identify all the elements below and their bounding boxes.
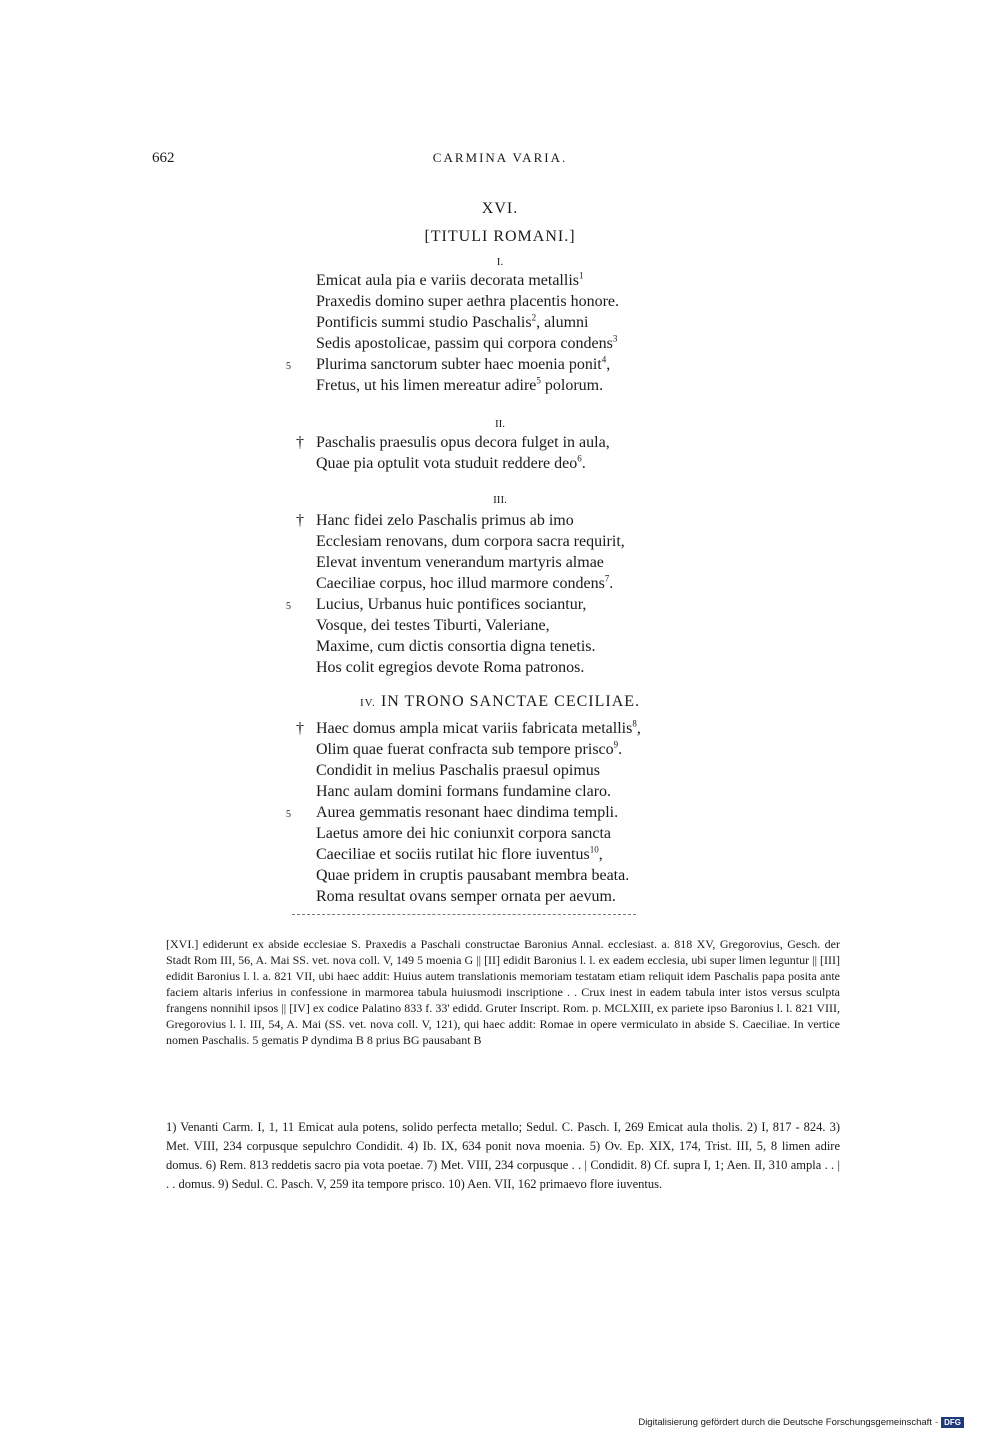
verse-line [316, 375, 619, 396]
verse-text: Aurea gemmatis resonant haec dindima templi. [316, 804, 619, 821]
verse-text: Emicat aula pia e variis decorata metallis [316, 272, 579, 289]
verse-text: Quae pridem in cruptis pausabant membra beata. [316, 867, 630, 884]
verse-text-tail: polorum. [540, 377, 604, 394]
verse-text: Hos colit egregios devote Roma patronos. [316, 659, 585, 676]
verse-line [316, 760, 641, 781]
footer-text: Digitalisierung gefördert durch die Deutsche Forschungsgemeinschaft [638, 1417, 932, 1428]
verse-line [316, 552, 625, 573]
poem-number: I. [496, 256, 504, 268]
verse-line [316, 865, 641, 886]
poem-number: IV. [359, 697, 376, 709]
verse-text-tail: . [581, 455, 586, 472]
verse-text: Hanc fidei zelo Paschalis primus ab imo [316, 512, 574, 529]
line-number: 5 [286, 361, 291, 372]
verse-line [316, 291, 619, 312]
footnote-ref: 5 [536, 375, 541, 386]
running-head: CARMINA VARIA. [432, 150, 568, 165]
verse-line [286, 354, 619, 375]
page-number: 662 [152, 150, 175, 166]
verse-line [316, 573, 625, 594]
verse-text: Lucius, Urbanus huic pontifices sociantur, [316, 596, 587, 613]
verse-text: Elevat inventum venerandum martyris almae [316, 554, 604, 571]
verse-text: Ecclesiam renovans, dum corpora sacra requirit, [316, 533, 625, 550]
section-number: XVI. [481, 200, 519, 217]
verse-text: Hanc aulam domini formans fundamine claro. [316, 783, 612, 800]
verse-line [316, 823, 641, 844]
poem-4 [286, 718, 641, 907]
verse-text: Caeciliae et sociis rutilat hic flore iuventus [316, 846, 590, 863]
separator-rule [292, 914, 636, 915]
verse-text: Olim quae fuerat confracta sub tempore prisco [316, 741, 614, 758]
verse-text: Paschalis praesulis opus decora fulget in aula, [316, 434, 610, 451]
verse-text: Haec domus ampla micat variis fabricata metallis [316, 720, 633, 737]
verse-text-tail: , [636, 720, 641, 737]
footnote-ref: 4 [601, 354, 607, 365]
footnote-ref: 1 [579, 270, 584, 281]
footnote-ref: 9 [613, 739, 619, 750]
verse-text: Praxedis domino super aethra placentis honore. [316, 293, 620, 310]
section-title: [TITULI ROMANI.] [424, 228, 576, 245]
verse-text-tail: . [609, 575, 614, 592]
footnote-ref: 10 [589, 844, 599, 855]
poem-3 [286, 510, 625, 678]
verse-line [316, 531, 625, 552]
verse-line [286, 594, 625, 615]
footnote-ref: 8 [632, 718, 637, 729]
poem-number: III. [493, 494, 507, 506]
verse-text: Laetus amore dei hic coniunxit corpora sancta [316, 825, 611, 842]
verse-text: Maxime, cum dictis consortia digna tenetis. [316, 638, 596, 655]
verse-line [286, 802, 641, 823]
verse-text: Vosque, dei testes Tiburti, Valeriane, [316, 617, 550, 634]
verse-line [316, 781, 641, 802]
footnote-ref: 3 [612, 333, 618, 344]
verse-line [316, 312, 619, 333]
verse-text-tail: , [598, 846, 603, 863]
footnote-block: 1) Venanti Carm. I, 1, 11 Emicat aula potens, solido perfecta metallo; Sedul. C. Pasch. I, 269 Emicat aula tholis. 2) I, 817 - 824. 3) Met. VIII, 234 corpusque sepulchro Condidit. 4) Ib. IX, 634 ponit nova moenia. 5) Ov. Ep. XIX, 174, Trist. III, 5, 8 limen adire domus. 6) Rem. 813 reddetis sacro pia vota poetae. 7) Met. VIII, 234 corpusque . . | Condidit. 8) Cf. supra I, 1; Aen. II, 310 ampla . . | . . domus. 9) Sedul. C. Pasch. V, 259 ita tempore prisco. 10) Aen. VII, 162 primaevo flore iuventus. [166, 1120, 840, 1191]
verse-text: Sedis apostolicae, passim qui corpora condens [316, 335, 613, 352]
poem-2 [296, 432, 610, 474]
critical-apparatus: [XVI.] ediderunt ex abside ecclesiae S. Praxedis a Paschali constructae Baronius Annal. ecclesiast. a. 818 XV, Gregorovius, Gesch. der Stadt Rom III, 56, A. Mai SS. vet. nova coll. V, 149 5 moenia G || [II] edidit Baronius l. l. ex eadem ecclesia, ubi super limen leguntur || [III] edidit Baronius l. l. a. 821 VII, ubi haec addit: Huius autem translationis memoriam testatam etiam reliquit idem Paschalis papa posita ante faciem altaris inferius in confessione in marmorea tabula huiusmodi inscriptione . . Crux inest in eadem tabula inter istos versus sculpta frangens nonnihil ipsos || [IV] ex codice Palatino 833 f. 33' edidd. Gruter Inscript. Rom. p. MCLXIII, ex pariete ipso Baronius l. l. 821 VIII, Gregorovius l. l. III, 54, A. Mai (SS. vet. nova coll. V, 121), qui haec addit: Romae in opere vermiculato in abside S. Caeciliae. In vertice nomen Paschalis. 5 gematis P dyndima B 8 prius BG pausabant B [166, 937, 840, 1047]
dfg-logo-icon: DFG [941, 1417, 964, 1428]
verse-line [296, 432, 610, 453]
verse-text: Caeciliae corpus, hoc illud marmore condens [316, 575, 605, 592]
verse-line [296, 510, 625, 531]
dagger-mark: † [296, 720, 304, 737]
verse-line [296, 718, 641, 739]
verse-text: Fretus, ut his limen mereatur adire [316, 377, 537, 394]
verse-line [316, 844, 641, 865]
poem-number: II. [494, 418, 506, 430]
footnotes [166, 1118, 840, 1194]
verse-text-tail: , [606, 356, 611, 373]
verse-line [316, 333, 619, 354]
verse-text-tail: . [618, 741, 623, 758]
poem-4-heading [0, 693, 1000, 711]
footnote-ref: 2 [531, 312, 537, 323]
verse-text: Condidit in melius Paschalis praesul opimus [316, 762, 600, 779]
poem-1 [286, 270, 620, 396]
dagger-mark: † [296, 434, 304, 451]
footnote-ref: 7 [604, 573, 610, 584]
verse-line [316, 636, 625, 657]
verse-text: Quae pia optulit vota studuit reddere deo [316, 455, 578, 472]
verse-text: Plurima sanctorum subter haec moenia ponit [316, 356, 602, 373]
footnote-ref: 6 [577, 453, 582, 464]
verse-line [316, 657, 625, 678]
dagger-mark: † [296, 512, 304, 529]
verse-text: Roma resultat ovans semper ornata per aevum. [316, 888, 616, 905]
line-number: 5 [286, 601, 291, 612]
verse-line [316, 886, 641, 907]
line-number: 5 [286, 809, 291, 820]
footer: Digitalisierung gefördert durch die Deutsche Forschungsgemeinschaft - DFG [638, 1417, 964, 1428]
verse-line [316, 615, 625, 636]
poem-title: IN TRONO SANCTAE CECILIAE. [380, 693, 641, 710]
verse-line [316, 453, 610, 474]
verse-line [316, 739, 641, 760]
verse-text-tail: , alumni [536, 314, 589, 331]
verse-line [316, 270, 619, 291]
verse-text: Pontificis summi studio Paschalis [316, 314, 532, 331]
